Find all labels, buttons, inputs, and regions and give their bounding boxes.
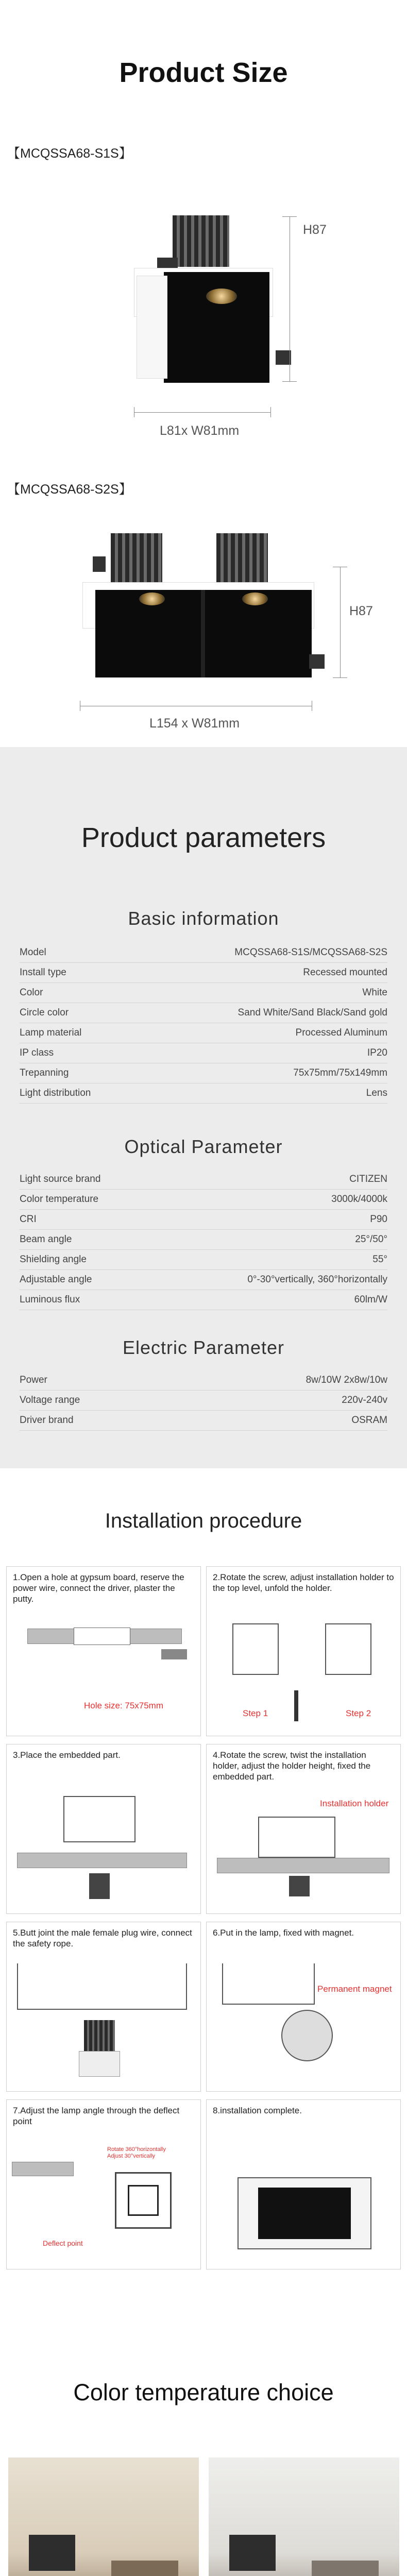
optical-table bbox=[20, 1170, 387, 1310]
model-s1s-label: 【MCQSSA68-S1S】 bbox=[7, 146, 132, 161]
table-row: Lamp material Processed Aluminum bbox=[20, 1023, 387, 1043]
table-row: Model MCQSSA68-S1S/MCQSSA68-S2S bbox=[20, 943, 387, 963]
model-s2s-height: H87 bbox=[349, 604, 373, 618]
model-s1s-width: L81x W81mm bbox=[160, 423, 240, 438]
install-step-5: 5.Butt joint the male female plug wire, connect the safety rope. bbox=[6, 1922, 201, 2092]
table-row: Circle color Sand White/Sand Black/Sand gold bbox=[20, 1003, 387, 1023]
installation-title: Installation procedure bbox=[105, 1510, 302, 1532]
table-row: Luminous flux 60lm/W bbox=[20, 1290, 387, 1310]
optical-title: Optical Parameter bbox=[124, 1136, 283, 1157]
room-photo-3000k bbox=[8, 2458, 199, 2576]
table-row: Light distribution Lens bbox=[20, 1083, 387, 1104]
table-row: Color White bbox=[20, 983, 387, 1003]
electric-title: Electric Parameter bbox=[122, 1337, 285, 1358]
install-step-6: 6.Put in the lamp, fixed with magnet. Permanent magnet bbox=[206, 1922, 401, 2092]
table-row: Driver brand OSRAM bbox=[20, 1411, 387, 1431]
color-temperature-title: Color temperature choice bbox=[73, 2379, 334, 2405]
table-row: Shielding angle 55° bbox=[20, 1250, 387, 1270]
electric-table bbox=[20, 1370, 387, 1431]
product-parameters-title: Product parameters bbox=[81, 822, 326, 853]
model-s1s-height: H87 bbox=[303, 223, 327, 237]
table-row: Light source brand CITIZEN bbox=[20, 1170, 387, 1190]
model-s2s-label: 【MCQSSA68-S2S】 bbox=[7, 482, 132, 497]
install-step-7: 7.Adjust the lamp angle through the deflect point Rotate 360°horizontally Adjust 30°vertically Deflect point bbox=[6, 2099, 201, 2269]
basic-info-table bbox=[20, 943, 387, 1104]
room-photo-4000k bbox=[209, 2458, 399, 2576]
table-row: Trepanning 75x75mm/75x149mm bbox=[20, 1063, 387, 1083]
table-row: Install type Recessed mounted bbox=[20, 963, 387, 983]
install-step-2: 2.Rotate the screw, adjust installation holder to the top level, unfold the holder. Step 1 Step 2 bbox=[206, 1566, 401, 1736]
install-step-4: 4.Rotate the screw, twist the installation holder, adjust the holder height, fixed the embedded part. Installation holder bbox=[206, 1744, 401, 1914]
parameters-panel bbox=[0, 747, 407, 1468]
install-step-3: 3.Place the embedded part. bbox=[6, 1744, 201, 1914]
table-row: Color temperature 3000k/4000k bbox=[20, 1190, 387, 1210]
table-row: Beam angle 25°/50° bbox=[20, 1230, 387, 1250]
table-row: Power 8w/10W 2x8w/10w bbox=[20, 1370, 387, 1391]
table-row: Adjustable angle 0°-30°vertically, 360°horizontally bbox=[20, 1270, 387, 1290]
basic-info-title: Basic information bbox=[128, 908, 279, 929]
table-row: IP class IP20 bbox=[20, 1043, 387, 1063]
table-row: Voltage range 220v-240v bbox=[20, 1391, 387, 1411]
table-row: CRI P90 bbox=[20, 1210, 387, 1230]
install-step-8: 8.installation complete. bbox=[206, 2099, 401, 2269]
install-step-1: 1.Open a hole at gypsum board, reserve the power wire, connect the driver, plaster the putty. Hole size: 75x75mm bbox=[6, 1566, 201, 1736]
model-s2s-width: L154 x W81mm bbox=[149, 716, 240, 731]
product-size-title: Product Size bbox=[119, 57, 288, 88]
